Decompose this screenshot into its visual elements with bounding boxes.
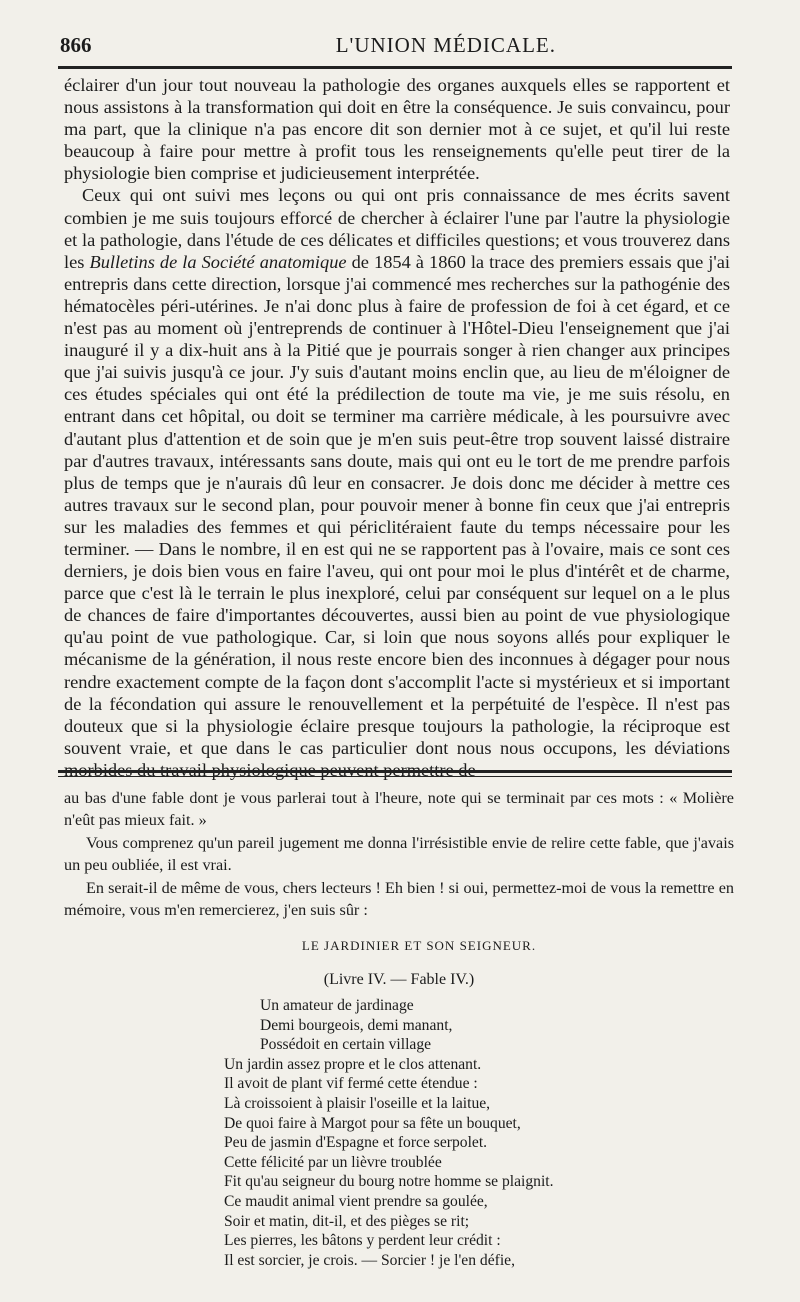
article-text: de 1854 à 1860 la trace des premiers essais que j'ai entrepris dans cette direction, lorsque j'ai commencé mes recherches sur la pathogénie des hématocèles péri-utérines. Je n'ai donc plus à faire de profession de foi à cet égard, et ce n'est pas au moment où j'entreprends de continuer à l'Hôtel-Dieu l'enseignement que j'ai inauguré il y a dix-huit ans à la Pitié que je pourrais songer à rien changer aux principes que j'ai suivis jusqu'à ce jour. J'y suis d'autant moins enclin que, au lieu de m'éloigner de ces études spéciales qui ont été la prédilection de toute ma vie, je me suis résolu, en entrant dans cet hôpital, ou doit se terminer ma carrière médicale, à les poursuivre avec d'autant plus d'attention et de soin que je m'en suis peut-être trop souvent laissé distraire par d'autres travaux, intéressants sans doute, mais qui ont eu le tort de me prendre parfois plus de temps que je n'aurais dû leur en consacrer. Je dois donc me décider à mettre ces autres travaux sur le second plan, pour pouvoir mener à bonne fin ceux que j'ai entrepris sur les maladies des femmes et qui périclitéraient faute du temps nécessaire pour les terminer. — Dans le nombre, il en est qui ne se rapportent pas à l'ovaire, mais ce sont ces derniers, je dois bien vous en faire l'aveu, qui ont pour moi le plus d'intérêt et de charme, parce que c'est là le terrain le plus inexploré, celui par conséquent sur lequel on a le plus de chances de faire d'importantes découvertes, aussi bien au point de vue physiologique qu'au point de vue pathologique. Car, si loin que nous soyons allés pour expliquer le mécanisme de la génération, il nous reste encore bien des inconnues à dégager pour nous rendre exactement compte de la façon dont s'accomplit l'acte si mystérieux et si important de la fécondation qui assure le renouvellement et la perpétuité de l'espèce. Il n'est pas douteux que si la physiologie éclaire presque toujours la pathologie, la réciproque est souvent vraie, et que dans le cas particulier dont nous nous occupons, les déviations bbox=[64, 251, 730, 758]
article-paragraph bbox=[64, 184, 730, 781]
article-text: Ceux qui ont suivi mes leçons ou qui ont pris connaissance de mes écrits savent combien je me suis toujours efforcé de chercher à éclairer l'une par l'autre la physiologie et la pathologie, dans l'étude de ces délicates et difficiles questions; et vous trouverez dans les bbox=[64, 185, 730, 272]
verse-line: Il est sorcier, je crois. — Sorcier ! je l'en défie, bbox=[224, 1251, 515, 1269]
fable-source: (Livre IV. — Fable IV.) bbox=[323, 970, 475, 988]
article-paragraph: éclairer d'un jour tout nouveau la pathologie des organes auxquels elles se rapportent et nous assistons à la transformation qui doit en être la conséquence. Je suis convaincu, pour ma part, que la clinique n'a pas encore dit son dernier mot à ce sujet, et qu'il lui reste beaucoup à faire pour mettre à profit tous les renseignements qu'elle peut tirer de la physiologie bien comprise et judicieusement interprétée. bbox=[64, 75, 730, 184]
feuilleton-paragraph: Vous comprenez qu'un pareil jugement me donna l'irrésistible envie de relire cette fable, que j'avais un peu oubliée, il est vrai. bbox=[64, 834, 734, 874]
verse-line: De quoi faire à Margot pour sa fête un bouquet, bbox=[224, 1114, 521, 1132]
page-header bbox=[60, 30, 736, 60]
verse-line: Les pierres, les bâtons y perdent leur crédit : bbox=[224, 1232, 501, 1250]
verse-line: Cette félicité par un lièvre troublée bbox=[224, 1153, 442, 1171]
feuilleton-rule-thick bbox=[58, 770, 732, 773]
fable-title: LE JARDINIER ET SON SEIGNEUR. bbox=[301, 938, 537, 953]
page-number: 866 bbox=[60, 32, 92, 57]
verse-line: Ce maudit animal vient prendre sa goulée, bbox=[224, 1192, 488, 1210]
verse-line: Demi bourgeois, demi manant, bbox=[260, 1016, 453, 1034]
verse-line: Soir et matin, dit-il, et des pièges se rit; bbox=[224, 1212, 470, 1230]
fable-verses bbox=[224, 996, 734, 1270]
verse-line: Possédoit en certain village bbox=[260, 1036, 432, 1054]
feuilleton-rule-thin bbox=[58, 776, 732, 777]
verse-line: Un amateur de jardinage bbox=[260, 997, 414, 1014]
verse-line: Un jardin assez propre et le clos attenant. bbox=[224, 1055, 482, 1073]
article-body bbox=[64, 74, 730, 781]
verse-line: Là croissoient à plaisir l'oseille et la laitue, bbox=[224, 1094, 491, 1112]
header-rule bbox=[58, 66, 732, 69]
verse-line: Peu de jasmin d'Espagne et force serpolet. bbox=[224, 1134, 488, 1152]
journal-title-italic: Bulletins de la Société anatomique bbox=[89, 251, 347, 272]
verse-line: Fit qu'au seigneur du bourg notre homme se plaignit. bbox=[224, 1173, 554, 1191]
running-title: L'UNION MÉDICALE. bbox=[335, 32, 556, 57]
feuilleton-paragraph: au bas d'une fable dont je vous parlerai tout à l'heure, note qui se terminait par ces mots : « Molière n'eût pas mieux fait. » bbox=[64, 789, 734, 829]
feuilleton-section bbox=[64, 788, 734, 1270]
verse-line: Il avoit de plant vif fermé cette étendue : bbox=[224, 1075, 478, 1093]
feuilleton-paragraph: En serait-il de même de vous, chers lecteurs ! Eh bien ! si oui, permettez-moi de vous la remettre en mémoire, vous m'en remercierez, j'en suis sûr : bbox=[64, 879, 734, 919]
